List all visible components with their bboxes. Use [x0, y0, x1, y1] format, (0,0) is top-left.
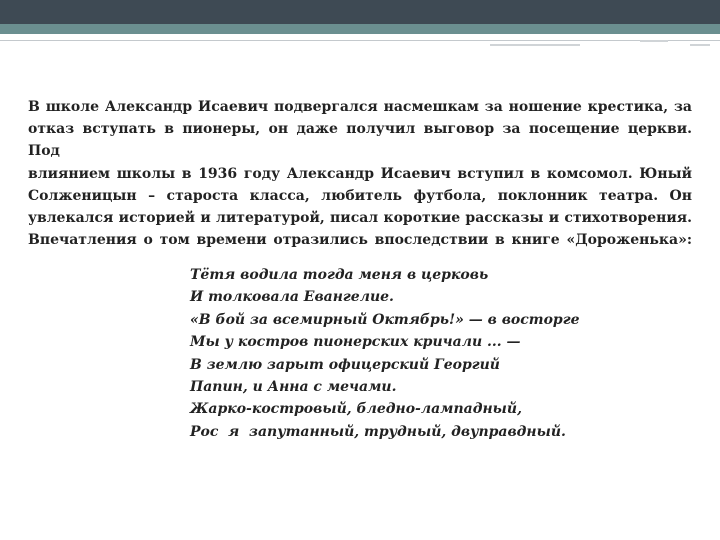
- paragraph-line: В школе Александр Исаевич подвергался насмешкам за ношение крестика, за: [28, 99, 692, 115]
- decorative-line: [0, 40, 720, 41]
- paragraph-line: влиянием школы в 1936 году Александр Исаевич вступил в комсомол. Юный: [28, 165, 692, 182]
- poem-line: Рос я запутанный, трудный, двуправдный.: [190, 423, 566, 440]
- poem-line: Жарко-костровый, бледно-лампадный,: [190, 401, 522, 418]
- poem-line: И толковала Евангелие.: [190, 289, 394, 306]
- paragraph-line: отказ вступать в пионеры, он даже получил выговор за посещение церкви. Под: [28, 121, 692, 160]
- poem-line: Папин, и Анна с мечами.: [190, 379, 397, 396]
- biography-paragraph: [28, 96, 692, 251]
- decorative-dash: [690, 44, 710, 46]
- paragraph-line: увлекался историей и литературой, писал короткие рассказы и стихотворения.: [28, 210, 692, 227]
- poem-quote: [190, 264, 610, 443]
- decorative-dash: [490, 44, 580, 46]
- header-accent-bar: [0, 24, 720, 34]
- decorative-dash: [640, 40, 668, 42]
- poem-line: Мы у костров пионерских кричали ... —: [190, 334, 521, 351]
- poem-line: В землю зарыт офицерский Георгий: [190, 356, 500, 373]
- header-bar: [0, 0, 720, 24]
- poem-line: Тётя водила тогда меня в церковь: [190, 267, 489, 283]
- poem-line: «В бой за всемирный Октябрь!» — в восторге: [190, 311, 580, 328]
- paragraph-line: Впечатления о том времени отразились впоследствии в книге «Дороженька»:: [28, 232, 692, 249]
- paragraph-line: Солженицын – староста класса, любитель футбола, поклонник театра. Он: [28, 187, 692, 204]
